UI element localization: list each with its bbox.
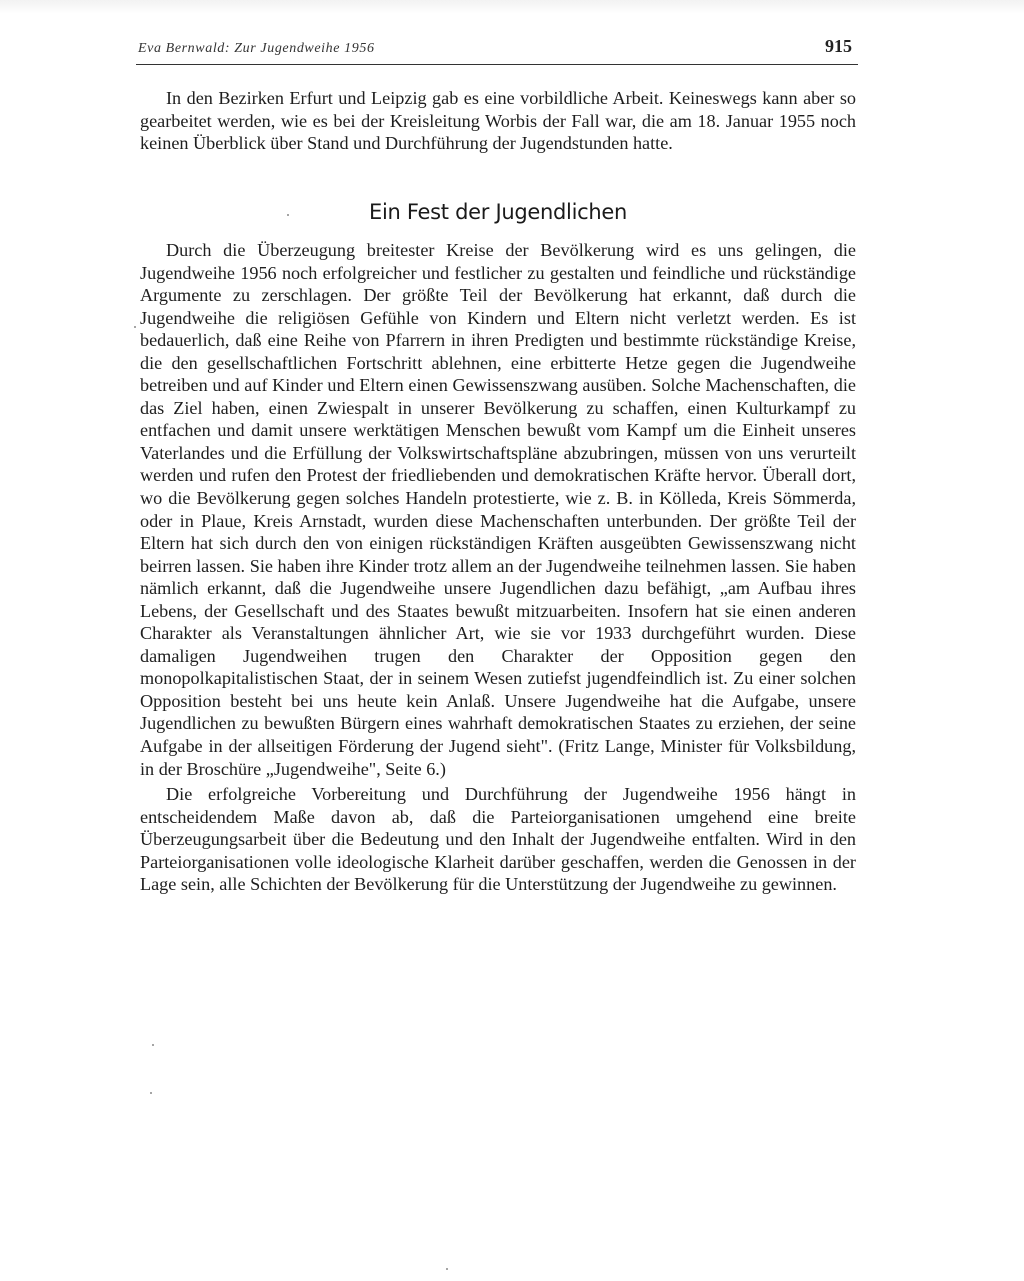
page-number: 915: [825, 36, 852, 56]
print-speck: [446, 1268, 448, 1270]
running-head: Eva Bernwald: Zur Jugendweihe 1956: [138, 41, 375, 56]
intro-paragraph: In den Bezirken Erfurt und Leipzig gab es eine vorbildliche Arbeit. Keineswegs kann aber so gearbeitet werden, wie es bei der Kreisleitung Worbis der Fall war, die am 18. Januar 1955 noch keinen Überblick über Stand und Durchführung der Jugendstunden hatte.: [140, 88, 856, 153]
print-speck: [150, 1092, 152, 1094]
section-paragraph-1: Durch die Überzeugung breitester Kreise der Bevölkerung wird es uns gelingen, die Jugendweihe 1956 noch erfolgreicher und festlicher zu gestalten und feindliche und rückständige Argumente zu zerschlagen. Der größte Teil der Bevölkerung hat erkannt, daß durch die Jugendweihe die religiösen Gefühle von Kindern und Eltern nicht verletzt werden. Es ist bedauerlich, daß eine Reihe von Pfarrern in ihren Predigten und bestimmte rückständige Kreise, die den gesellschaftlichen Fortschritt ablehnen, eine erbitterte Hetze gegen die Jugendweihe betreiben und auf Kinder und Eltern einen Gewissenszwang ausüben. Solche Machenschaften, die das Ziel haben, einen Zwiespalt in unserer Bevölkerung zu schaffen, einen Kulturkampf zu entfachen und damit unsere werktätigen Menschen bewußt vom Kampf um die Einheit unseres Vaterlandes und die Erfüllung der Volkswirtschaftspläne abzubringen, müssen von uns verurteilt werden und rufen den Protest der friedliebenden und demokratischen Kräfte hervor. Überall dort, wo die Bevölkerung gegen solches Handeln protestierte, wie z. B. in Kölleda, Kreis Sömmerda, oder in Plaue, Kreis Arnstadt, wurden diese Machenschaften unterbunden. Der größte Teil der Eltern hat sich durch den von einigen rückständigen Kräften ausgeübten Gewissenszwang nicht beirren lassen. Sie haben ihre Kinder trotz allem an der Jugendweihe teilnehmen lassen. Sie haben nämlich erkannt, daß die Jugendweihe unsere Jugendlichen dazu befähigt, „am Aufbau ihres Lebens, der Gesellschaft und des Staates bewußt mitzuarbeiten. Insofern hat sie einen anderen Charakter als Veranstaltungen ähnlicher Art, wie sie vor 1933 durchgeführt wurden. Diese damaligen Jugendweihen trugen den Charakter der Opposition gegen den monopolkapitalistischen Staat, der in seinem Wesen zutiefst jugendfeindlich ist. Zu einer solchen Opposition besteht bei uns heute kein Anlaß. Unsere Jugendweihe hat die Aufgabe, unsere Jugendlichen zu bewußten Bürgern eines wahrhaft demokratischen Staates zu erziehen, der seine Aufgabe in der allseitigen Förderung der Jugend sieht". (Fritz Lange, Minister für Volksbildung, in der Broschüre „Jugendweihe", Seite 6.): [140, 240, 856, 779]
section-heading: Ein Fest der Jugendlichen: [369, 200, 627, 224]
page-header: [136, 38, 858, 65]
section-paragraph-2: Die erfolgreiche Vorbereitung und Durchführung der Jugendweihe 1956 hängt in entscheidendem Maße davon ab, daß die Parteiorganisationen umgehend eine breite Überzeugungsarbeit über die Bedeutung und den Inhalt der Jugendweihe entfalten. Wird in den Parteiorganisationen volle ideologische Klarheit darüber geschaffen, werden die Genossen in der Lage sein, alle Schichten der Bevölkerung für die Unterstützung der Jugendweihe zu gewinnen.: [140, 784, 856, 895]
print-speck: [287, 214, 289, 216]
print-speck: [134, 326, 136, 328]
section-text-block: [140, 239, 856, 899]
print-speck: [152, 1044, 154, 1046]
intro-text-block: [140, 87, 856, 155]
